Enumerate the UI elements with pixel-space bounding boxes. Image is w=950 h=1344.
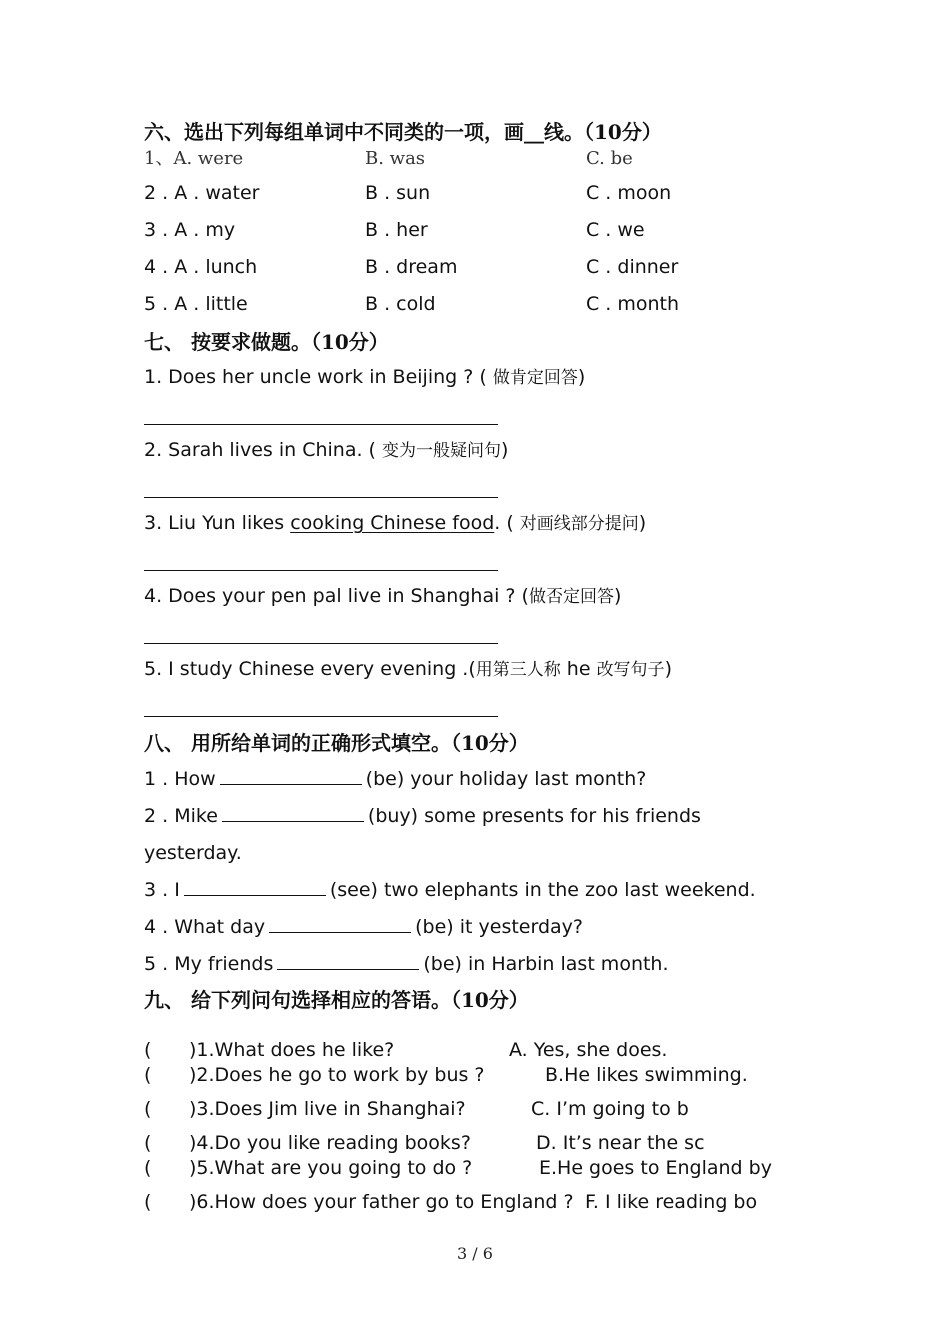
s6-row5-c: C . month [586, 293, 680, 315]
s9-question-2: )2.Does he go to work by bus ? [189, 1064, 485, 1086]
s6-row1-c: C. be [586, 148, 633, 169]
s9-question-6: )6.How does your father go to England ? [189, 1191, 574, 1213]
s8-question-5: 5 . My friends (be) in Harbin last month. [144, 953, 669, 975]
s6-row4-b: B . dream [365, 256, 458, 278]
s7-question-4: 4. Does your pen pal live in Shanghai ? (做否定回答) [144, 585, 622, 607]
s9-answer-e: E.He goes to England by [539, 1157, 772, 1179]
page-number: 3 / 6 [457, 1244, 493, 1263]
s6-row5-b: B . cold [365, 293, 436, 315]
s7-answer-line-5[interactable] [144, 716, 498, 717]
s6-row5-a: 5 . A . little [144, 293, 248, 315]
s6-row3-c: C . we [586, 219, 645, 241]
section-8-title: 八、 用所给单词的正确形式填空。（10分） [144, 731, 529, 755]
s9-answer-b: B.He likes swimming. [545, 1064, 748, 1086]
s9-paren-5[interactable]: ( [144, 1157, 152, 1179]
s9-paren-4[interactable]: ( [144, 1132, 152, 1154]
fill-blank[interactable] [184, 880, 326, 896]
s6-row3-a: 3 . A . my [144, 219, 236, 241]
section-6-title: 六、选出下列每组单词中不同类的一项，画__线。（10分） [144, 120, 662, 144]
s6-row2-c: C . moon [586, 182, 672, 204]
s8-question-3: 3 . I (see) two elephants in the zoo last weekend. [144, 879, 756, 901]
s9-question-4: )4.Do you like reading books? [189, 1132, 471, 1154]
s7-question-3: 3. Liu Yun likes cooking Chinese food. ( 对画线部分提问) [144, 512, 647, 534]
s9-question-5: )5.What are you going to do ? [189, 1157, 473, 1179]
s9-question-1: )1.What does he like? [189, 1039, 395, 1061]
s6-row1-b: B. was [365, 148, 426, 169]
s6-row3-b: B . her [365, 219, 428, 241]
s9-paren-1[interactable]: ( [144, 1039, 152, 1061]
s7-question-5: 5. I study Chinese every evening .(用第三人称 he 改写句子) [144, 658, 672, 680]
fill-blank[interactable] [222, 806, 364, 822]
s8-question-2: 2 . Mike (buy) some presents for his friends [144, 805, 701, 827]
s6-row2-a: 2 . A . water [144, 182, 260, 204]
s8-question-1: 1 . How (be) your holiday last month? [144, 768, 647, 790]
s7-answer-line-4[interactable] [144, 643, 498, 644]
s9-paren-6[interactable]: ( [144, 1191, 152, 1213]
s7-answer-line-2[interactable] [144, 497, 498, 498]
s7-question-1: 1. Does her uncle work in Beijing ? ( 做肯定回答) [144, 366, 586, 388]
fill-blank[interactable] [220, 769, 362, 785]
s6-row2-b: B . sun [365, 182, 431, 204]
fill-blank[interactable] [277, 954, 419, 970]
s8-question-4: 4 . What day (be) it yesterday? [144, 916, 583, 938]
s6-row1-a: 1、A. were [144, 148, 244, 169]
s8-question-2-continued: yesterday. [144, 842, 242, 864]
s6-row4-c: C . dinner [586, 256, 679, 278]
underlined-phrase: cooking Chinese food [290, 512, 495, 534]
section-7-title: 七、 按要求做题。（10分） [144, 330, 389, 354]
s9-question-3: )3.Does Jim live in Shanghai? [189, 1098, 466, 1120]
s7-answer-line-1[interactable] [144, 424, 498, 425]
s9-paren-2[interactable]: ( [144, 1064, 152, 1086]
s9-answer-c: C. I’m going to b [531, 1098, 689, 1120]
s9-answer-a: A. Yes, she does. [509, 1039, 668, 1061]
section-9-title: 九、 给下列问句选择相应的答语。（10分） [144, 988, 529, 1012]
s9-answer-f: F. I like reading bo [585, 1191, 758, 1213]
s7-answer-line-3[interactable] [144, 570, 498, 571]
s6-row4-a: 4 . A . lunch [144, 256, 258, 278]
s9-paren-3[interactable]: ( [144, 1098, 152, 1120]
s7-question-2: 2. Sarah lives in China. ( 变为一般疑问句) [144, 439, 509, 461]
s9-answer-d: D. It’s near the sc [536, 1132, 705, 1154]
fill-blank[interactable] [269, 917, 411, 933]
